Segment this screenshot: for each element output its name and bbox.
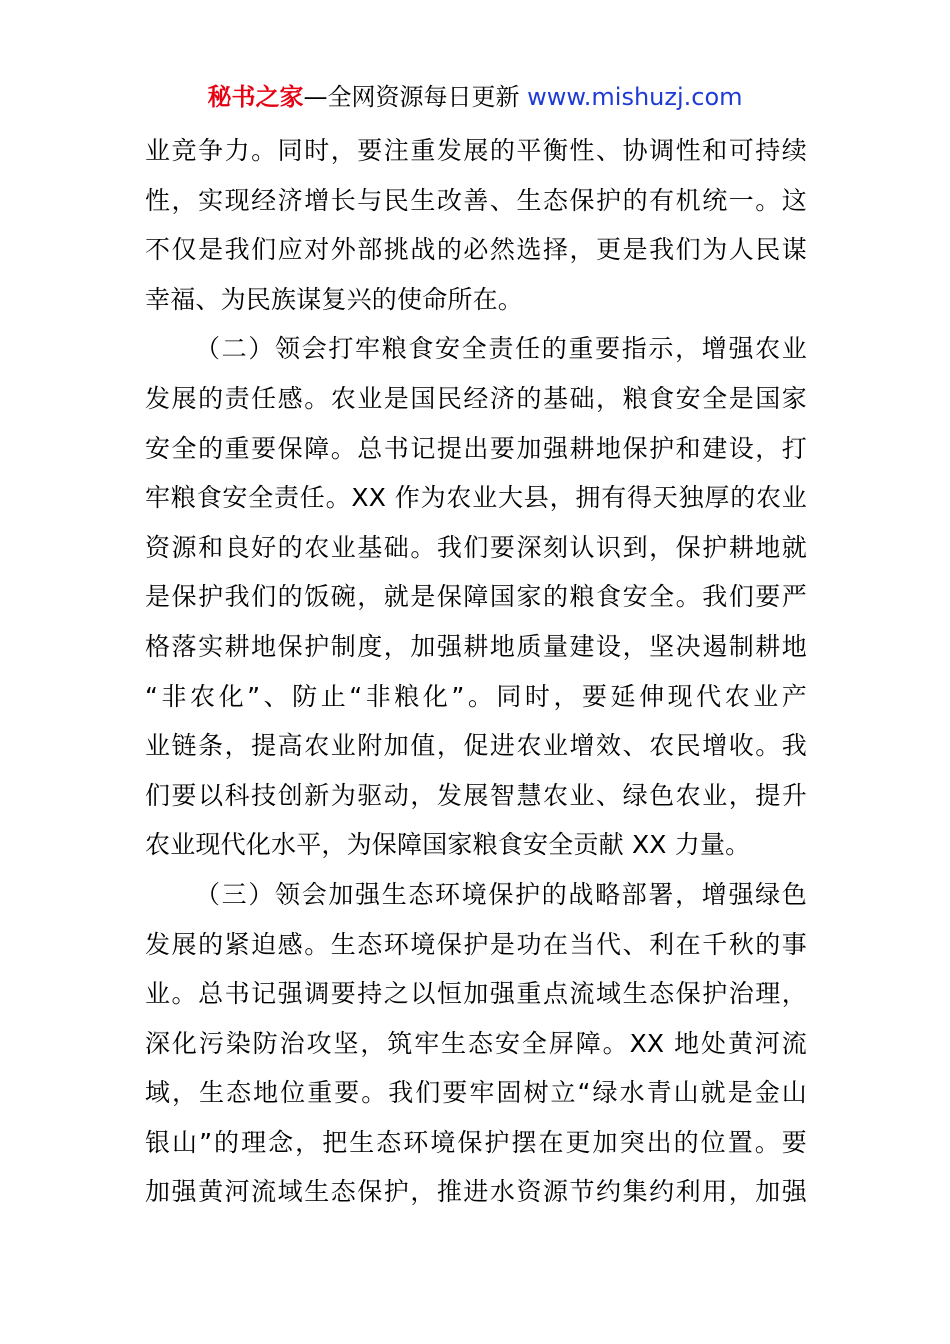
- site-header: [0, 80, 950, 114]
- text-line: 不仅是我们应对外部挑战的必然选择，更是我们为人民谋: [145, 235, 807, 265]
- section-heading-line: （三）领会加强生态环境保护的战略部署，增强绿色: [195, 879, 807, 909]
- text-line: 业竞争力。同时，要注重发展的平衡性、协调性和可持续: [145, 136, 807, 165]
- document-body: [145, 126, 807, 1217]
- text-line: 幸福、为民族谋复兴的使命所在。: [145, 284, 524, 314]
- text-line: 格落实耕地保护制度，加强耕地质量建设，坚决遏制耕地: [145, 631, 807, 661]
- text-line: 资源和良好的农业基础。我们要深刻认识到，保护耕地就: [145, 532, 807, 562]
- text-line: 加强黄河流域生态保护，推进水资源节约集约利用，加强: [145, 1177, 807, 1207]
- site-url-link[interactable]: www.mishuzj.com: [527, 83, 743, 111]
- text-line: 域，生态地位重要。我们要牢固树立“绿水青山就是金山: [145, 1078, 807, 1108]
- text-line: 银山”的理念，把生态环境保护摆在更加突出的位置。要: [145, 1127, 807, 1157]
- text-line: 发展的紧迫感。生态环境保护是功在当代、利在千秋的事: [145, 929, 807, 959]
- text-line: 业链条，提高农业附加值，促进农业增效、农民增收。我: [145, 731, 807, 761]
- text-line: “非农化”、防止“非粮化”。同时，要延伸现代农业产: [145, 681, 807, 711]
- text-line: 性，实现经济增长与民生改善、生态保护的有机统一。这: [145, 185, 807, 215]
- site-tagline: —全网资源每日更新: [303, 83, 528, 111]
- text-line: 发展的责任感。农业是国民经济的基础，粮食安全是国家: [145, 383, 807, 413]
- paragraph-3: [145, 870, 807, 1217]
- text-line: 牢粮食安全责任。XX 作为农业大县，拥有得天独厚的农业: [145, 483, 807, 513]
- section-heading-line: （二）领会打牢粮食安全责任的重要指示，增强农业: [195, 334, 807, 364]
- text-line: 安全的重要保障。总书记提出要加强耕地保护和建设，打: [145, 433, 807, 463]
- text-line: 深化污染防治攻坚，筑牢生态安全屏障。XX 地处黄河流: [145, 1028, 807, 1058]
- site-brand: 秘书之家: [207, 83, 304, 111]
- text-line: 们要以科技创新为驱动，发展智慧农业、绿色农业，提升: [145, 780, 807, 810]
- text-line: 农业现代化水平，为保障国家粮食安全贡献 XX 力量。: [145, 830, 751, 860]
- text-line: 是保护我们的饭碗，就是保障国家的粮食安全。我们要严: [145, 582, 807, 612]
- text-line: 业。总书记强调要持之以恒加强重点流域生态保护治理，: [145, 979, 807, 1009]
- paragraph-2: [145, 324, 807, 870]
- paragraph-1: [145, 126, 807, 324]
